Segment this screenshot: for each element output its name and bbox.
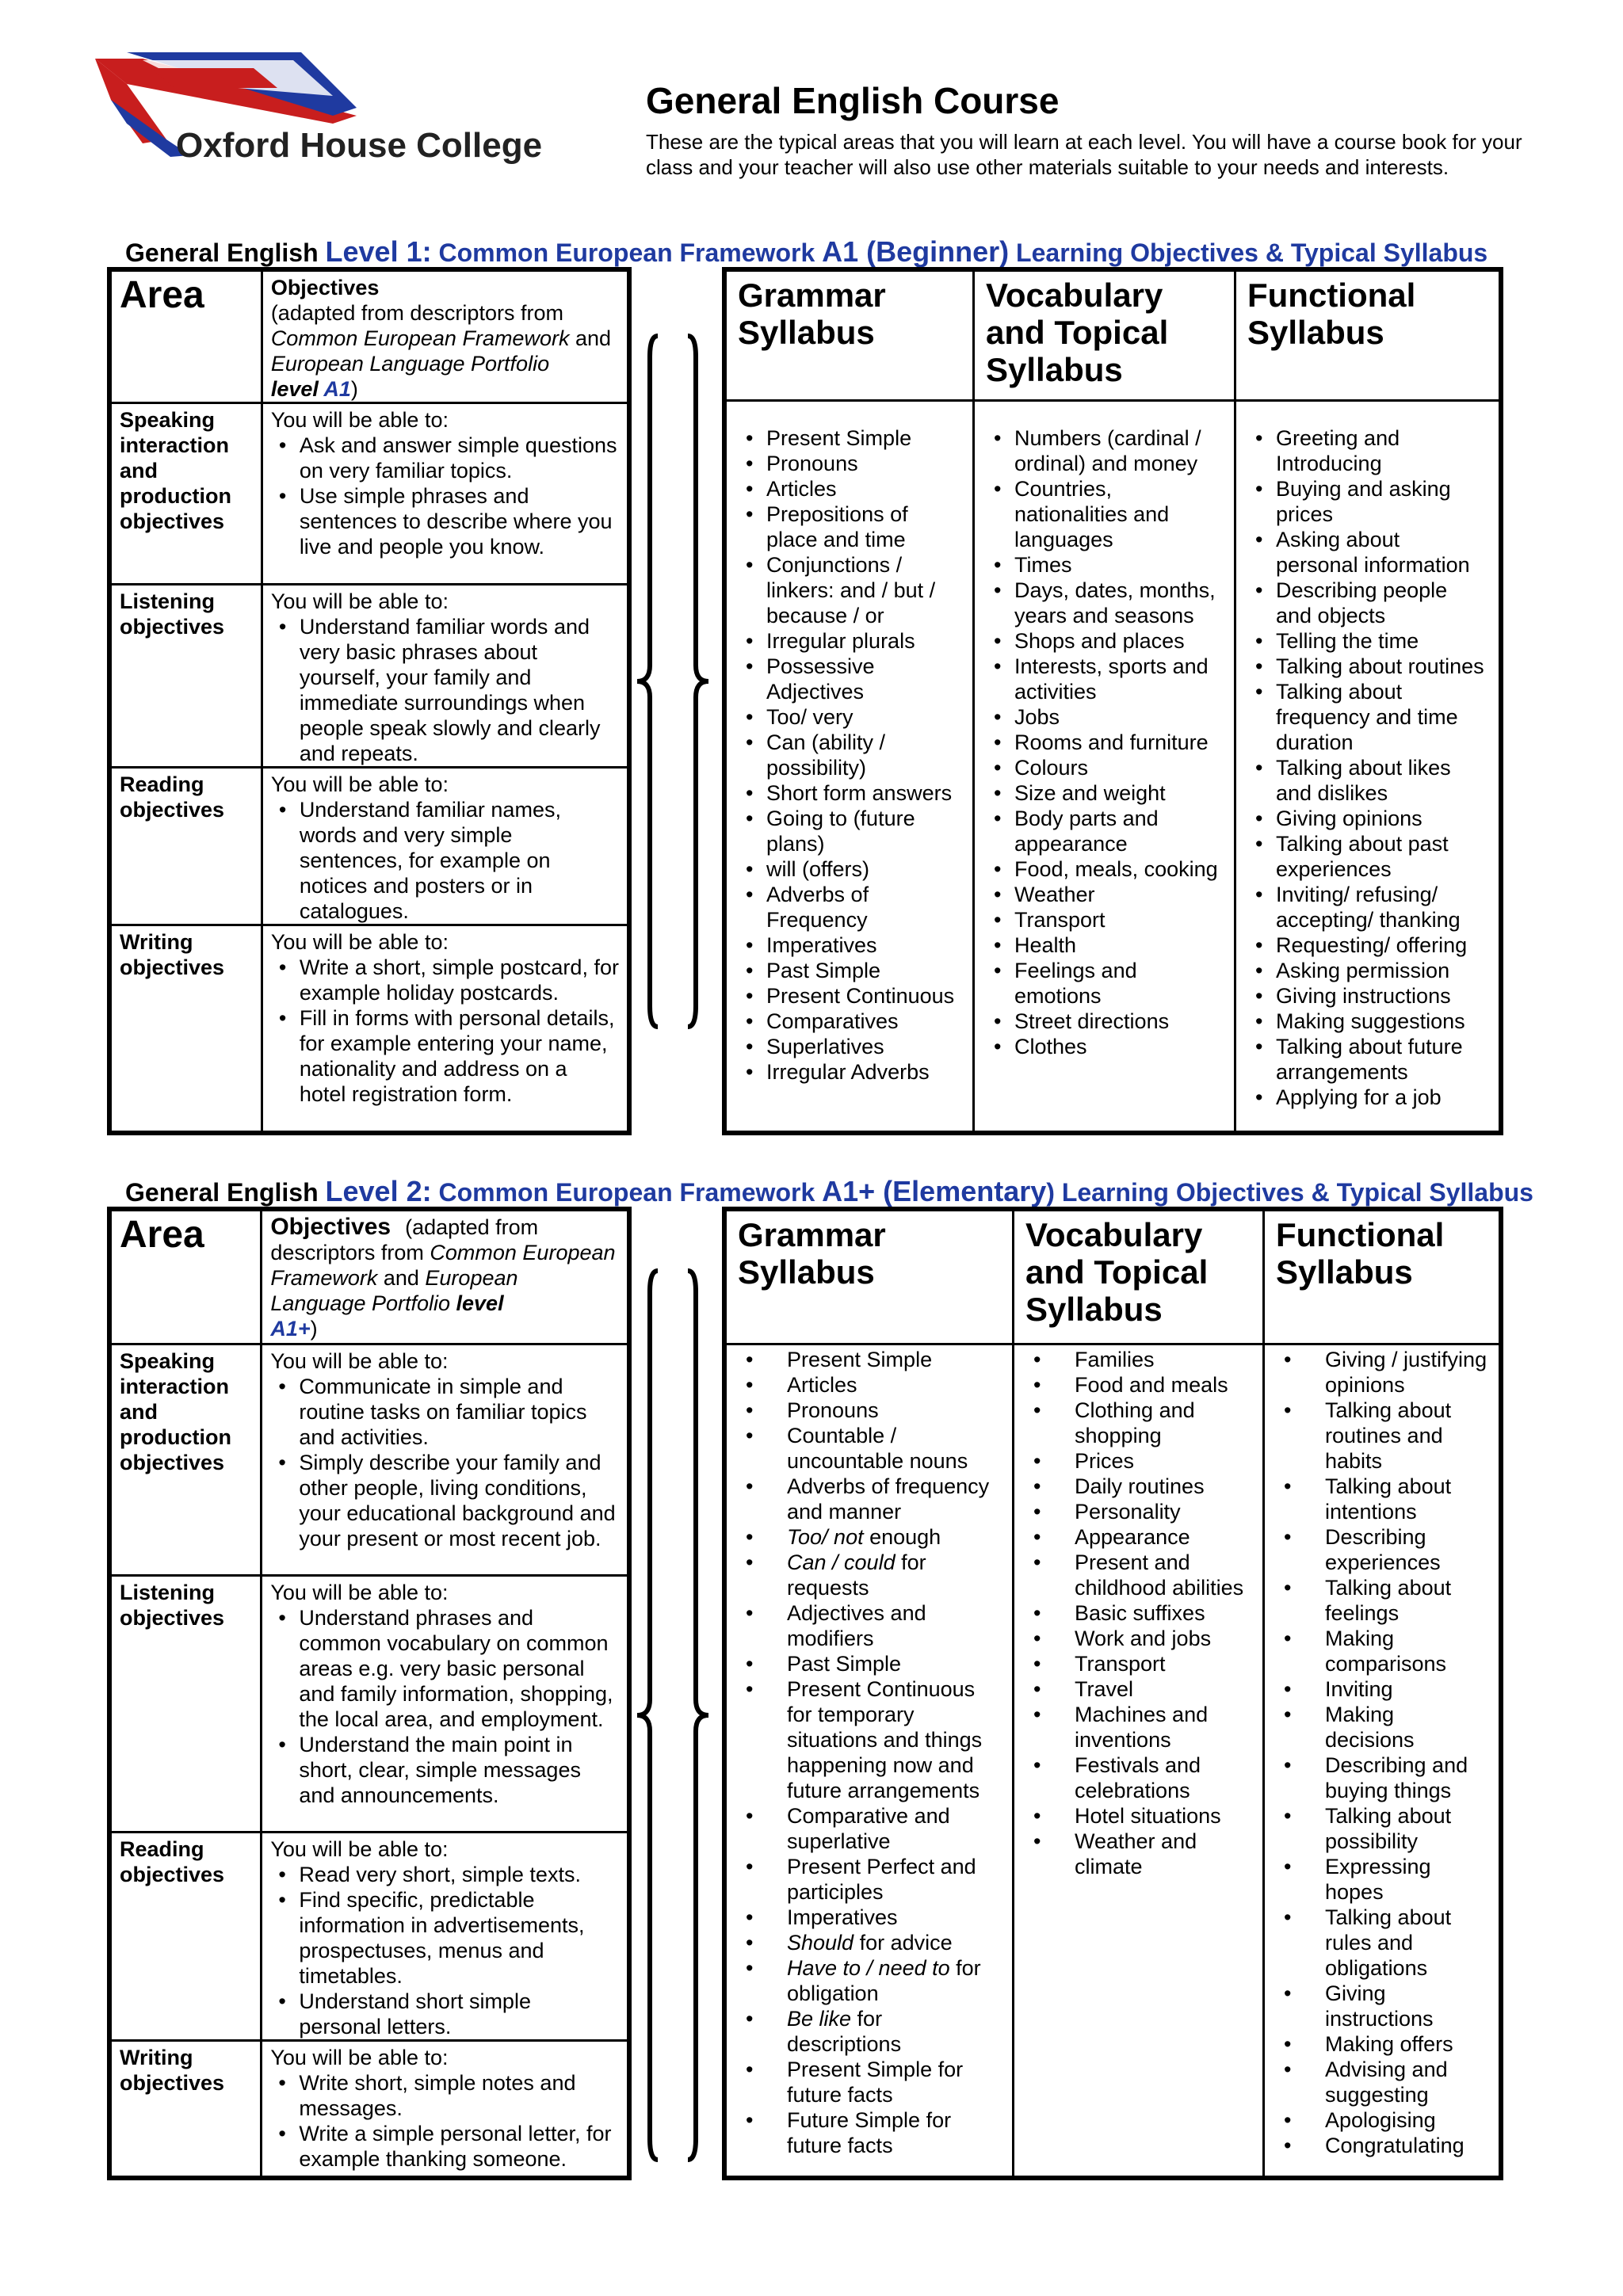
syllabus-item: • Short form answers [738,780,961,806]
objective-item: • Understand the main point in short, clear, simple messages and announcements. [270,1732,619,1808]
syllabus-item: • Food, meals, cooking [986,856,1223,882]
objectives-level-code: A1 [323,377,351,401]
heading-framework: Common European Framework [431,1178,823,1207]
objectives-title: Objectives [270,276,380,299]
syllabus-item: • Adverbs of Frequency [738,882,961,933]
syllabus-item: • Countries, nationalities and languages [986,476,1223,552]
syllabus-item: • Going to (future plans) [738,806,961,856]
syllabus-item: • Talking about likes and dislikes [1247,755,1487,806]
syllabus-item-text: Pronouns [787,1398,879,1422]
syllabus-item [738,1676,1001,1803]
heading-framework: Common European Framework [431,238,823,267]
functional-list [1276,1347,1487,2158]
syllabus-item-text: Adverbs of frequency and manner [787,1474,990,1524]
syllabus-item: • Feelings and emotions [986,958,1223,1009]
objectives-title: Objectives [270,1214,391,1240]
objective-item: • Use simple phrases and sentences to describe where you live and people you know. [271,483,619,559]
grammar-list [738,425,961,1085]
vocabulary-syllabus-header: Vocabulary and Topical Syllabus [974,269,1235,400]
area-name: Writing objectives [120,2045,225,2095]
heading-suffix: ) Learning Objectives & Typical Syllabus [1046,1178,1533,1207]
syllabus-item [738,1423,1001,1474]
objectives-header-cell [262,269,629,403]
objective-item: • Write short, simple notes and messages. [270,2070,619,2121]
area-cell [109,1575,262,1832]
syllabus-item: • Congratulating [1276,2133,1487,2158]
objectives-close: ) [310,1317,318,1341]
heading-suffix: Learning Objectives & Typical Syllabus [1009,238,1488,267]
syllabus-item: • Present Simple [738,425,961,451]
heading-level: Level 2: [325,1175,432,1207]
syllabus-item: • Describing experiences [1276,1524,1487,1575]
vocabulary-syllabus-cell [974,400,1235,1133]
objectives-elp: European Language Portfolio [270,1266,518,1315]
syllabus-item: • Giving / justifying opinions [1276,1347,1487,1398]
area-cell [109,1832,262,2040]
syllabus-item: • Machines and inventions [1025,1702,1251,1753]
objective-cell [262,403,629,585]
syllabus-item: • Irregular plurals [738,628,961,654]
syllabus-item: • Daily routines [1025,1474,1251,1499]
area-name: Listening objectives [120,1580,225,1630]
objective-cell [262,925,629,1134]
objective-item: • Write a short, simple postcard, for example holiday postcards. [271,955,619,1005]
syllabus-item [738,1905,1001,1930]
syllabus-item [738,1803,1001,1854]
syllabus-item-text: Future Simple for future facts [787,2107,952,2157]
syllabus-item [738,1600,1001,1651]
syllabus-item-text: Present Simple for future facts [787,2057,964,2107]
curly-brace-icon [634,1268,712,2163]
area-name: Reading objectives [120,1836,225,1886]
syllabus-item: • Days, dates, months, years and seasons [986,578,1223,628]
objective-item: • Ask and answer simple questions on very familiar topics. [271,433,619,483]
syllabus-item: • Personality [1025,1499,1251,1524]
syllabus-item: • Health [986,933,1223,958]
objective-item: • Understand phrases and common vocabulary on common areas e.g. very basic personal and family information, shopping, the local area, and employment. [270,1605,619,1732]
syllabus-item-text: Present Simple [787,1347,933,1371]
syllabus-item: • Appearance [1025,1524,1251,1550]
grammar-syllabus-header: Grammar Syllabus [724,269,974,400]
syllabus-item: • Prices [1025,1448,1251,1474]
area-name: Writing objectives [120,930,225,979]
syllabus-item: • Greeting and Introducing [1247,425,1487,476]
syllabus-item-text: Present Perfect and participles [787,1854,976,1904]
syllabus-item: • Talking about feelings [1276,1575,1487,1626]
syllabus-item: • Clothing and shopping [1025,1398,1251,1448]
objectives-desc: (adapted from descriptors from [270,301,563,325]
syllabus-item: • Present and childhood abilities [1025,1550,1251,1600]
syllabus-item: • Talking about frequency and time duration [1247,679,1487,755]
syllabus-item: • Too/ very [738,704,961,730]
syllabus-item-text: Articles [787,1372,857,1397]
syllabus-item: • Making suggestions [1247,1009,1487,1034]
syllabus-item: • Past Simple [738,958,961,983]
syllabus-item: • Basic suffixes [1025,1600,1251,1626]
heading-prefix: General English [125,1178,326,1207]
syllabus-item: • Jobs [986,704,1223,730]
syllabus-item [738,2107,1001,2158]
syllabus-item: • Articles [738,476,961,502]
objective-cell [262,1575,629,1832]
syllabus-item: • Can (ability / possibility) [738,730,961,780]
syllabus-item: • Giving opinions [1247,806,1487,831]
syllabus-item-text: Comparative and superlative [787,1803,950,1853]
objective-cell [262,1344,629,1575]
syllabus-item: • Body parts and appearance [986,806,1223,856]
vocabulary-list [1025,1347,1251,1879]
area-name: Reading objectives [120,772,225,822]
heading-level: Level 1: [325,235,432,268]
syllabus-item-text: for requests [787,1550,926,1600]
syllabus-item: • Numbers (cardinal / ordinal) and money [986,425,1223,476]
objective-intro: You will be able to: [270,930,449,954]
syllabus-item: • Imperatives [738,933,961,958]
syllabus-item: • Prepositions of place and time [738,502,961,552]
objective-item: • Read very short, simple texts. [270,1862,619,1887]
syllabus-item: • Shops and places [986,628,1223,654]
syllabus-item: • Possessive Adjectives [738,654,961,704]
area-header: Area [120,1214,204,1256]
area-cell [109,2040,262,2178]
vocabulary-syllabus-cell [1014,1344,1264,2178]
functional-list [1247,425,1487,1110]
syllabus-item: • Applying for a job [1247,1085,1487,1110]
syllabus-item: • Festivals and celebrations [1025,1753,1251,1803]
level1-syllabus-table [722,267,1503,1135]
objective-cell [262,768,629,925]
curly-brace-icon [634,333,712,1030]
syllabus-item [738,1854,1001,1905]
syllabus-item: • Work and jobs [1025,1626,1251,1651]
area-cell [109,925,262,1134]
objectives-and: and [377,1266,426,1290]
syllabus-item: • Making offers [1276,2031,1487,2057]
syllabus-item: • Transport [1025,1651,1251,1676]
syllabus-item [738,2006,1001,2057]
level2-heading [125,1177,1533,1206]
syllabus-item [738,1524,1001,1550]
syllabus-item-text: Present Continuous for temporary situations and things happening now and future arrangements [787,1676,983,1802]
syllabus-item: • Conjunctions / linkers: and / but / because / or [738,552,961,628]
syllabus-item [738,1398,1001,1423]
objective-item: • Communicate in simple and routine tasks on familiar topics and activities. [270,1374,619,1450]
area-name: Speaking interaction and production objectives [120,408,231,533]
syllabus-item: • will (offers) [738,856,961,882]
objectives-cef: Common European Framework [270,326,570,350]
syllabus-item: • Giving instructions [1247,983,1487,1009]
syllabus-item-text: Countable / uncountable nouns [787,1423,968,1473]
syllabus-item: • Giving instructions [1276,1981,1487,2031]
area-name: Speaking interaction and production objectives [120,1348,231,1474]
objective-intro: You will be able to: [270,1348,449,1373]
syllabus-item: • Irregular Adverbs [738,1059,961,1085]
syllabus-item [738,1372,1001,1398]
syllabus-item [738,2057,1001,2107]
syllabus-item: • Weather and climate [1025,1829,1251,1879]
syllabus-item [738,1474,1001,1524]
objective-intro: You will be able to: [270,1836,449,1861]
objective-item: • Find specific, predictable information in advertisements, prospectuses, menus and timetables. [270,1887,619,1989]
functional-syllabus-cell [1264,1344,1502,2178]
syllabus-item: • Talking about routines [1247,654,1487,679]
syllabus-item [738,1347,1001,1372]
area-cell [109,768,262,925]
grammar-syllabus-header: Grammar Syllabus [724,1209,1014,1344]
vocabulary-syllabus-header: Vocabulary and Topical Syllabus [1014,1209,1264,1344]
level1-heading [125,235,1488,268]
college-name: Oxford House College [176,126,543,165]
objective-item: • Understand familiar words and very basic phrases about yourself, your family and immediate surroundings when people speak slowly and clearly and repeats. [271,614,619,766]
syllabus-item-text: enough [863,1524,941,1549]
heading-code: A1 (Beginner) [822,235,1010,268]
syllabus-item-text: for advice [854,1930,953,1955]
objectives-level-word: level [450,1291,504,1315]
syllabus-item [738,1550,1001,1600]
objectives-close: ) [350,377,358,401]
objective-item: • Write a simple personal letter, for example thanking someone. [270,2121,619,2172]
syllabus-item-italic: Be like [787,2006,852,2031]
syllabus-item-text: for obligation [787,1955,981,2005]
vocabulary-list [986,425,1223,1059]
objectives-cef: Common European Framework [270,1241,616,1290]
syllabus-item: • Comparatives [738,1009,961,1034]
syllabus-item: • Present Continuous [738,983,961,1009]
syllabus-item: • Apologising [1276,2107,1487,2133]
syllabus-item: • Inviting [1276,1676,1487,1702]
syllabus-item: • Size and weight [986,780,1223,806]
syllabus-item: • Superlatives [738,1034,961,1059]
objective-cell [262,585,629,768]
college-logo [95,52,571,171]
page-title: General English Course [646,80,1060,121]
objectives-desc: (adapted from descriptors from [270,1215,539,1264]
syllabus-item: • Weather [986,882,1223,907]
syllabus-item-italic: Should [787,1930,854,1955]
syllabus-item: • Hotel situations [1025,1803,1251,1829]
syllabus-item: • Describing people and objects [1247,578,1487,628]
area-cell [109,403,262,585]
syllabus-item: • Describing and buying things [1276,1753,1487,1803]
syllabus-item-text: Imperatives [787,1905,898,1929]
syllabus-item: • Asking permission [1247,958,1487,983]
syllabus-item: • Advising and suggesting [1276,2057,1487,2107]
syllabus-item: • Food and meals [1025,1372,1251,1398]
area-header-cell [109,269,262,403]
page-intro: These are the typical areas that you will learn at each level. You will have a course book for your class and your teacher will also use other materials suitable to your needs and interests. [646,130,1522,179]
syllabus-item: • Telling the time [1247,628,1487,654]
level2-syllabus-table [722,1207,1503,2180]
syllabus-item [738,1955,1001,2006]
syllabus-item: • Asking about personal information [1247,527,1487,578]
functional-syllabus-header: Functional Syllabus [1235,269,1502,400]
syllabus-item: • Talking about routines and habits [1276,1398,1487,1474]
objectives-level-code: A1+ [270,1317,311,1341]
syllabus-item: • Making comparisons [1276,1626,1487,1676]
syllabus-item [738,1930,1001,1955]
heading-code: A1+ (Elementary [822,1175,1047,1207]
area-cell [109,1344,262,1575]
grammar-syllabus-cell [724,400,974,1133]
level2-objectives-table [107,1207,632,2180]
syllabus-item [738,1651,1001,1676]
grammar-list [738,1347,1001,2158]
objective-cell [262,1832,629,2040]
objective-intro: You will be able to: [270,589,449,613]
syllabus-item: • Street directions [986,1009,1223,1034]
syllabus-item: • Colours [986,755,1223,780]
functional-syllabus-cell [1235,400,1502,1133]
syllabus-item: • Inviting/ refusing/ accepting/ thanking [1247,882,1487,933]
objectives-and: and [569,326,612,350]
objective-item: • Simply describe your family and other people, living conditions, your educational background and your present or most recent job. [270,1450,619,1551]
syllabus-item: • Expressing hopes [1276,1854,1487,1905]
level1-objectives-table [107,267,632,1135]
syllabus-item: • Requesting/ offering [1247,933,1487,958]
objective-intro: You will be able to: [270,408,449,432]
area-name: Listening objectives [120,589,225,639]
objective-item: • Understand familiar names, words and very simple sentences, for example on notices and posters or in catalogues. [271,797,619,924]
syllabus-item-text: Past Simple [787,1651,902,1676]
objectives-header-cell [262,1209,629,1344]
syllabus-item-italic: Have to / need to [787,1955,950,1980]
objective-item: • Understand short simple personal letters. [270,1989,619,2039]
objective-item: • Fill in forms with personal details, for example entering your name, nationality and address on a hotel registration form. [271,1005,619,1107]
syllabus-item-italic: Too/ not [787,1524,864,1549]
syllabus-item: • Making decisions [1276,1702,1487,1753]
syllabus-item-text: Adjectives and modifiers [787,1600,926,1650]
syllabus-item: • Talking about future arrangements [1247,1034,1487,1085]
syllabus-item: • Travel [1025,1676,1251,1702]
objective-intro: You will be able to: [270,2045,449,2069]
area-header-cell [109,1209,262,1344]
heading-prefix: General English [125,238,326,267]
syllabus-item: • Transport [986,907,1223,933]
objectives-level-word: level [270,377,324,401]
objective-intro: You will be able to: [270,772,449,796]
area-cell [109,585,262,768]
syllabus-item-text: for descriptions [787,2006,902,2056]
syllabus-item: • Talking about rules and obligations [1276,1905,1487,1981]
syllabus-item-italic: Can / could [787,1550,896,1574]
syllabus-item: • Rooms and furniture [986,730,1223,755]
area-header: Area [120,274,204,316]
grammar-syllabus-cell [724,1344,1014,2178]
syllabus-item: • Pronouns [738,451,961,476]
syllabus-item: • Families [1025,1347,1251,1372]
syllabus-item: • Talking about intentions [1276,1474,1487,1524]
syllabus-item: • Talking about past experiences [1247,831,1487,882]
syllabus-item: • Times [986,552,1223,578]
syllabus-item: • Talking about possibility [1276,1803,1487,1854]
syllabus-item: • Clothes [986,1034,1223,1059]
functional-syllabus-header: Functional Syllabus [1264,1209,1502,1344]
objectives-elp: European Language Portfolio [270,352,550,376]
syllabus-item: • Buying and asking prices [1247,476,1487,527]
syllabus-item: • Interests, sports and activities [986,654,1223,704]
objective-intro: You will be able to: [270,1580,449,1604]
objective-cell [262,2040,629,2178]
